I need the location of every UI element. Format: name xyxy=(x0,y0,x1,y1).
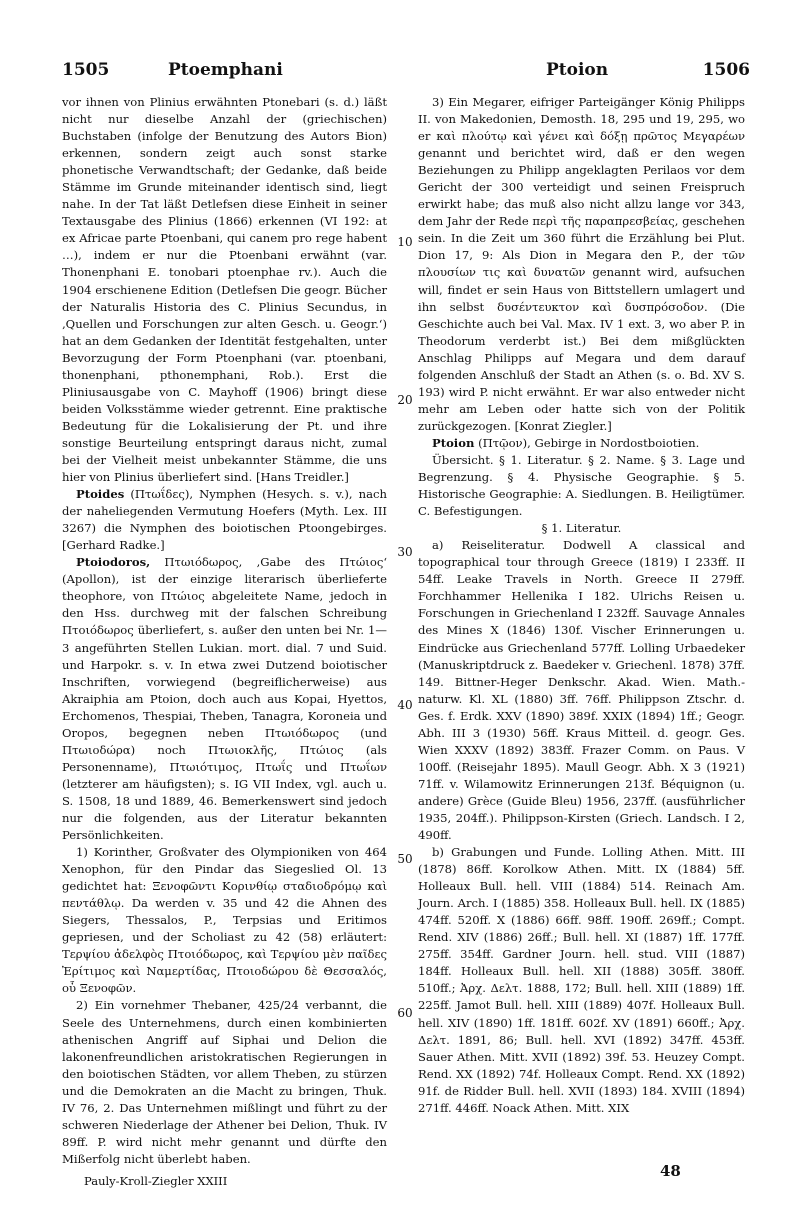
lemma-ptoion: Ptoion xyxy=(432,435,475,450)
section-heading-literatur: § 1. Literatur. xyxy=(541,521,622,536)
footer-signature: 48 xyxy=(660,1162,681,1180)
ptoiodoros-section-2: 2) Ein vornehmer Thebaner, 425/24 verbannt, die Seele des Unternehmens, durch einen kombinierten athenischen Angriff auf Siphai und Delion die lakonenfreundlichen aristokratischen Regierungen in den boiotischen Städten, vor allem Theben, zu stürzen und die Demokraten an die Macht zu bringen, Thuk. IV 76, 2. Das Unternehmen mißlingt und führt zu der schweren Niederlage der Athener bei Delion, Thuk. IV 89ff. P. wird nicht mehr genannt und dürfte den Mißerfolg nicht überlebt haben. xyxy=(62,998,387,1166)
ptoiodoros-section-1: 1) Korinther, Großvater des Olympioniken von 464 Xenophon, für den Pindar das Siegeslied Ol. 13 gedichtet hat: Ξενοφῶντι Κορινθίῳ σταδιοδρόμῳ καὶ πεντάθλῳ. Da werden v. 35 und 42 die Ahnen des Siegers, Thessalos, P., Terpsias und Eritimos gepriesen, und der Scholiast zu 42 (58) erläutert: Τερψίου ἀδελφὸς Πτοιόδωρος, καὶ Τερψίου μὲν παῖδες Ἐρίτιμος καὶ Ναμερτίδας, Πτοιοδώρου δὲ Θεσσαλός, οὗ Ξενοφῶν. xyxy=(62,845,387,996)
left-running-title: Ptoemphani xyxy=(168,60,283,80)
line-number-10: 10 xyxy=(397,235,413,249)
left-column xyxy=(62,94,387,1168)
ptoiodoros-section-3: 3) Ein Megarer, eifriger Parteigänger König Philipps II. von Makedonien, Demosth. 18, 295 und 19, 295, wo er καὶ πλούτῳ καὶ γένει καὶ δόξῃ πρῶτος Μεγαρέων genannt und berichtet wird, daß er den wegen Beziehungen zu Philipp angeklagten Perilaos vor dem Gericht der 300 verteidigt und seinen Freispruch erwirkt habe; das muß also nicht allzu lange vor 343, dem Jahr der Rede περὶ τῆς παραπρεσβείας, geschehen sein. In die Zeit um 360 führt die Erzählung bei Plut. Dion 17, 9: Als Dion in Megara den P., der τῶν πλουσίων τις καὶ δυνατῶν genannt wird, aufsuchen will, findet er sein Haus von Bittstellern umlagert und ihn selbst δυσέντευκτον καὶ δυσπρόσοδον. (Die Geschichte auch bei Val. Max. IV 1 ext. 3, wo aber P. in Theodorum verderbt ist.) Bei dem mißglückten Anschlag Philipps auf Megara und dem darauf folgenden Anschluß der Stadt an Athen (s. o. Bd. XV S. 193) wird P. nicht erwähnt. Er war also entweder nicht mehr am Leben oder hatte sich von der Politik zurückgezogen. [Konrat Ziegler.] xyxy=(418,95,745,433)
ptoion-reiseliteratur: a) Reiseliteratur. Dodwell A classical and topographical tour through Greece (1819) I 233ff. II 54ff. Leake Travels in North. Greece II 279ff. Forchhammer Hellenika I 182. Ulrichs Reisen u. Forschungen in Griechenland I 232ff. Sauvage Annales des Mines X (1846) 130f. Vischer Erinnerungen u. Eindrücke aus Griechenland 577ff. Lolling Urbaedeker (Manuskriptdruck z. Baedeker v. Griechenl. 1878) 37ff. 149. Bittner-Heger Denkschr. Akad. Wien. Math.-naturw. Kl. XL (1880) 3ff. 76ff. Philippson Ztschr. d. Ges. f. Erdk. XXV (1890) 389f. XXIX (1894) 1ff.; Geogr. Abh. III 3 (1930) 56ff. Kraus Mitteil. d. geogr. Ges. Wien XXXV (1892) 383ff. Frazer Comm. on Paus. V 100ff. (Reisejahr 1895). Maull Geogr. Abh. X 3 (1921) 71ff. v. Wilamowitz Erinnerungen 213f. Béquignon (u. andere) Grèce (Guide Bleu) 1956, 237ff. (ausführlicher 1935, 204ff.). Philippson-Kirsten (Griech. Landsch. I 2, 490ff. xyxy=(418,538,745,843)
line-number-30: 30 xyxy=(397,545,413,559)
ptoemphani-continuation: vor ihnen von Plinius erwähnten Ptonebari (s. d.) läßt nicht nur dieselbe Anzahl der (griechischen) Buchstaben (infolge der Benutzung des Autors Bion) erkennen, sondern zeigt auch sonst starke phonetische Verwandtschaft; der Gedanke, daß beide Stämme im Grunde miteinander identisch sind, liegt nahe. In der Tat läßt Detlefsen diese Einheit in seiner Textausgabe des Plinius (1866) erkennen (VI 192: at ex Africae parte Ptoenbani, qui canem pro rege habent …), indem er nur die Ptoenbani erwähnt (var. Thonenphani E. tonobari ptoenphae rv.). Auch die 1904 erschienene Edition (Detlefsen Die geogr. Bücher der Naturalis Historia des C. Plinius Secundus, in ‚Quellen und Forschungen zur alten Gesch. u. Geogr.‘) hat an dem Gedanken der Identität festgehalten, unter Bevorzugung der Form Ptoenphani (var. ptoenbani, thonenphani, pthonemphani, Rob.). Erst die Pliniusausgabe von C. Mayhoff (1906) bringt diese beiden Volksstämme wieder getrennt. Eine praktische Bedeutung für die Lokalisierung der Pt. und ihre sonstige Beurteilung entspringt daraus nicht, zumal bei der Vielheit meist unbekannter Stämme, die uns hier von Plinius überliefert sind. [Hans Treidler.] xyxy=(62,95,387,485)
lemma-ptoides: Ptoides xyxy=(76,487,125,502)
lemma-ptoiodoros: Ptoiodoros, xyxy=(76,555,151,570)
line-number-60: 60 xyxy=(397,1006,413,1020)
right-page-number: 1506 xyxy=(702,60,750,80)
entry-ptoiodoros xyxy=(62,554,387,844)
ptoion-overview: Übersicht. § 1. Literatur. § 2. Name. § 3. Lage und Begrenzung. § 4. Physische Geographie. § 5. Historische Geographie: A. Siedlungen. B. Heiligtümer. C. Befestigungen. xyxy=(418,452,745,519)
entry-ptoiodoros-text: Πτωιόδωρος, ‚Gabe des Πτώιος‘ (Apollon), ist der einzige literarisch überlieferte theophore, von Πτώιος abgeleitete Name, jedoch in den Hss. durchweg mit der falschen Schreibung Πτοιόδωρος überliefert, s. außer den unten bei Nr. 1—3 angeführten Stellen Lukian. mort. dial. 7 und Suid. und Harpokr. s. v. In etwa zwei Dutzend boiotischer Inschriften, vorwiegend (begreiflicherweise) aus Akraiphia am Ptoion, doch auch aus Kopai, Hyettos, Erchomenos, Thespiai, Theben, Tanagra, Koroneia und Oropos, begegnen neben Πτωιόδωρος (und Πτωιοδώρα) noch Πτωιοκλῆς, Πτώιος (als Personenname), Πτωιότιμος, Πτωΐς und Πτωΐων (letzterer am häufigsten); s. IG VII Index, vgl. auch u. S. 1508, 18 und 1889, 46. Bemerkenswert sind jedoch nur die folgenden, aus der Literatur bekannten Persönlichkeiten. xyxy=(62,555,388,843)
entry-ptoion-text: (Πτῷον), Gebirge in Nordostboiotien. xyxy=(478,435,700,450)
entry-ptoides xyxy=(62,486,387,554)
entry-ptoides-text: (Πτωΐδες), Nymphen (Hesych. s. v.), nach der naheliegenden Vermutung Hoefers (Myth. Lex. III 3267) die Nymphen des boiotischen Ptoongebirges. [Gerhard Radke.] xyxy=(62,487,387,553)
right-running-title: Ptoion xyxy=(546,60,609,80)
line-number-50: 50 xyxy=(397,852,413,866)
right-column xyxy=(418,94,745,1117)
left-page-number: 1505 xyxy=(62,60,110,80)
footer-volume: Pauly-Kroll-Ziegler XXIII xyxy=(84,1174,228,1188)
page-header xyxy=(62,60,750,84)
line-number-20: 20 xyxy=(397,393,413,407)
line-number-40: 40 xyxy=(397,698,413,712)
ptoion-grabungen: b) Grabungen und Funde. Lolling Athen. Mitt. III (1878) 86ff. Korolkow Athen. Mitt. IX (1884) 5ff. Holleaux Bull. hell. VIII (1884) 514. Reinach Am. Journ. Arch. I (1885) 358. Holleaux Bull. hell. IX (1885) 474ff. 520ff. X (1886) 66ff. 98ff. 190ff. 269ff.; Compt. Rend. XIV (1886) 26ff.; Bull. hell. XI (1887) 1ff. 177ff. 275ff. 354ff. Gardner Journ. hell. stud. VIII (1887) 184ff. Holleaux Bull. hell. XII (1888) 305ff. 380ff. 510ff.; Ἀρχ. Δελτ. 1888, 172; Bull. hell. XIII (1889) 1ff. 225ff. Jamot Bull. hell. XIII (1889) 407f. Holleaux Bull. hell. XIV (1890) 1ff. 181ff. 602f. XV (1891) 660ff.; Ἀρχ. Δελτ. 1891, 86; Bull. hell. XVI (1892) 347ff. 453ff. Sauer Athen. Mitt. XVII (1892) 39f. 53. Heuzey Compt. Rend. XX (1892) 74f. Holleaux Compt. Rend. XX (1892) 91f. de Ridder Bull. hell. XVII (1893) 184. XVIII (1894) 271ff. 446ff. Noack Athen. Mitt. XIX xyxy=(418,845,745,1115)
entry-ptoion xyxy=(418,435,745,452)
